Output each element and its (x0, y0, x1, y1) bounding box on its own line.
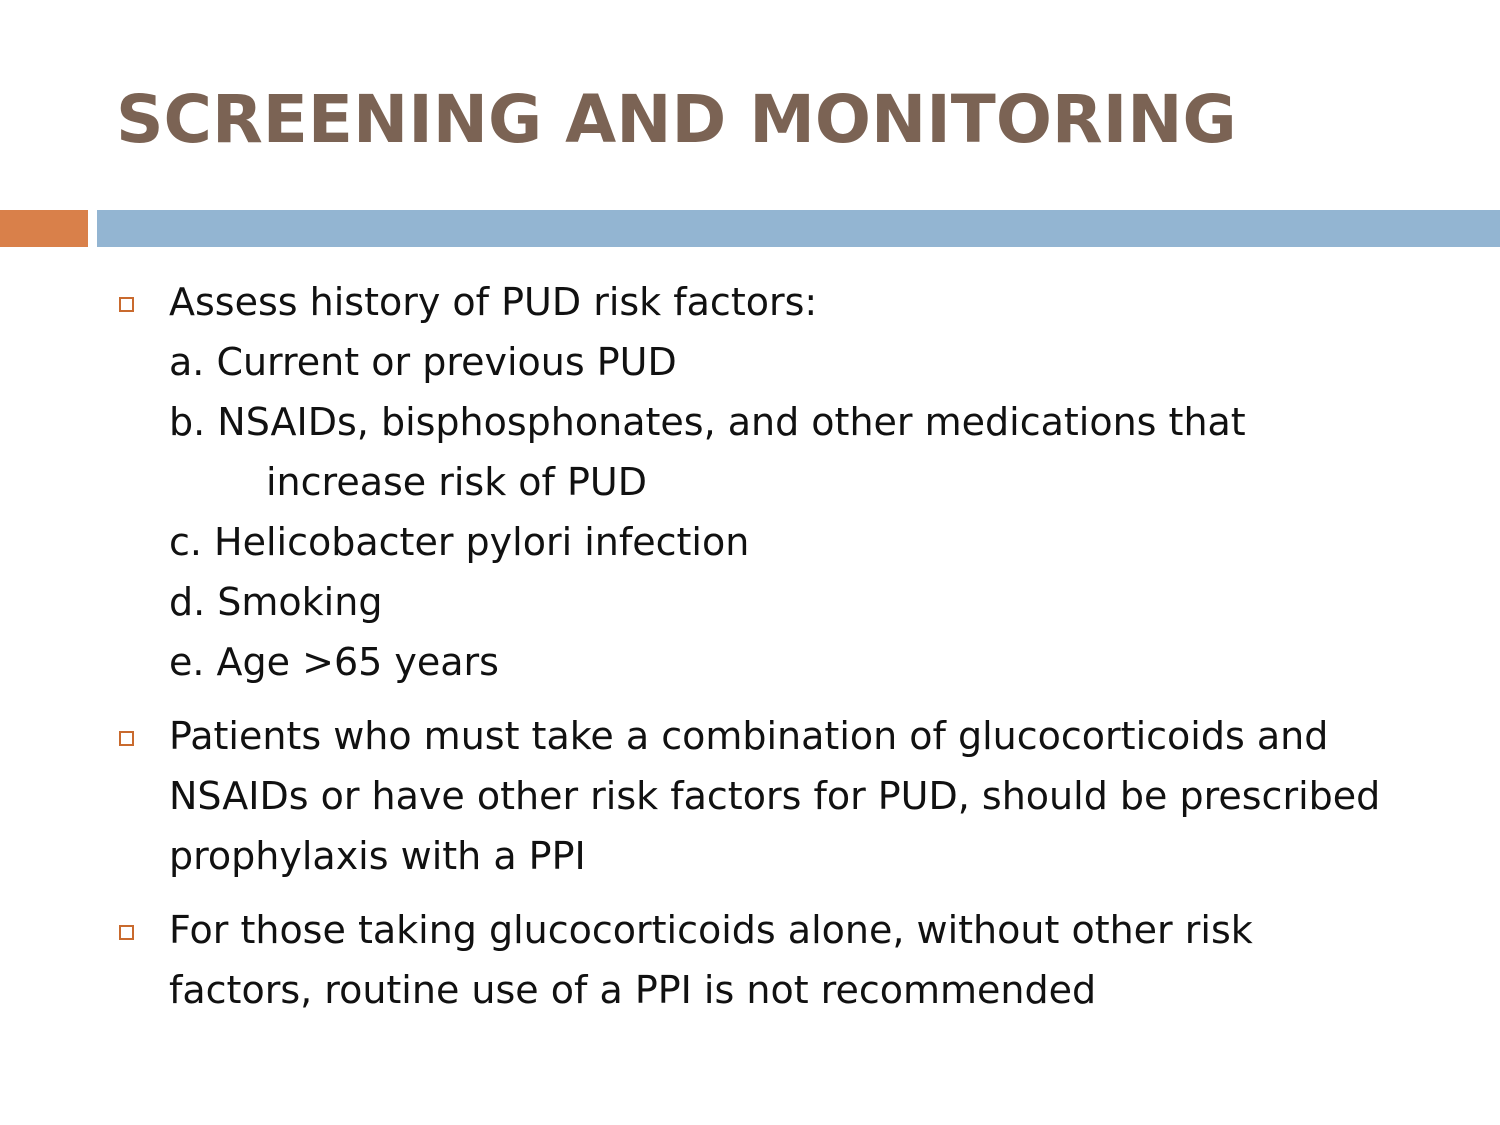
bullet-text: Assess history of PUD risk factors: (169, 280, 818, 324)
slide-title: SCREENING AND MONITORING (116, 81, 1237, 158)
sub-item-current-pud: a. Current or previous PUD (169, 340, 677, 384)
sub-item-smoking: d. Smoking (169, 580, 383, 624)
bullet-list (116, 272, 1396, 1034)
square-bullet-icon (119, 731, 134, 746)
sub-item-age: e. Age >65 years (169, 640, 499, 684)
square-bullet-icon (119, 925, 134, 940)
bullet-text: Patients who must take a combination of glucocorticoids and NSAIDs or have other risk factors for PUD, should be prescribed prophylaxis with a PPI (169, 714, 1381, 878)
accent-bar-blue (97, 210, 1500, 247)
sub-item-h-pylori: c. Helicobacter pylori infection (169, 520, 750, 564)
square-bullet-icon (119, 297, 134, 312)
bullet-item-risk-factors (116, 272, 1396, 692)
sub-item-medications: b. NSAIDs, bisphosphonates, and other medications that (169, 400, 1246, 444)
bullet-item-glucocorticoids-alone (116, 900, 1396, 1020)
bullet-item-prophylaxis (116, 706, 1396, 886)
sub-item-medications-continued: increase risk of PUD (266, 460, 648, 504)
accent-bar-orange (0, 210, 88, 247)
bullet-text: For those taking glucocorticoids alone, without other risk factors, routine use of a PPI is not recommended (169, 908, 1253, 1012)
